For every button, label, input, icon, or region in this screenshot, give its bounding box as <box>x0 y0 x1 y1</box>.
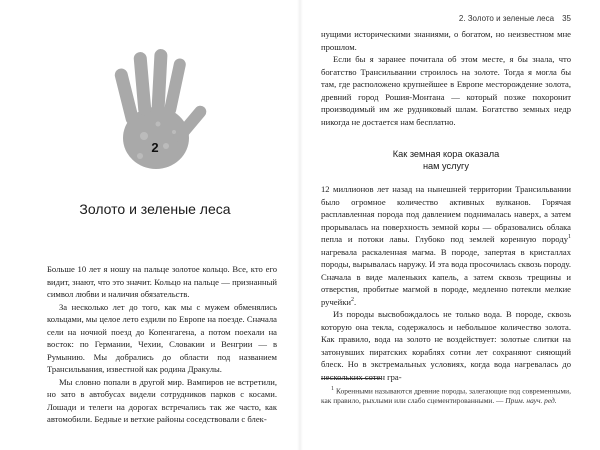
section-heading-line: нам услугу <box>422 161 470 171</box>
footnote-divider <box>321 378 381 379</box>
running-head <box>321 14 571 23</box>
paragraph: Больше 10 лет я ношу на пальце золотое кольцо. Все, кто его видит, знают, что это значит. Кольцо на пальце — признанный символ любви и наличия обязательств. <box>47 264 277 299</box>
running-head-title: 2. Золото и зеленые леса <box>458 14 555 23</box>
paragraph: нущими историческими знаниями, о богатом, но неизвестном мне прошлом. <box>321 29 571 52</box>
section-heading <box>321 148 571 172</box>
footnote-text: Коренными называются древние породы, залегающие под современными, как правило, рыхлыми или слабо сцементированными. — <box>321 386 571 406</box>
footnote-reference[interactable]: 1 <box>568 234 571 241</box>
page-number: 35 <box>562 14 571 23</box>
footnote-source: Прим. науч. ред. <box>505 396 557 406</box>
paragraph-text: нагревала раскаленная магма. В породе, запертая в кристаллах породы, вырывалась наружу. И эта вода просочилась сквозь породу. Сначала в виде маленьких капель, а затем сквозь трещины и отверстия, пробитые магмой в породе, медленно потекли мелкие ручейки <box>321 246 571 307</box>
section-heading-line: Как земная кора оказала <box>392 149 500 159</box>
paragraph: 12 миллионов лет назад на нынешней территории Трансильвании было огромное количество активных вулканов. Горячая расплавленная порода под давлением поднималась наверх, а затем прорывалась на поверхность земной коры — образовались облака пепла и потоки лавы. Глубоко под землей коренную породу$^1$ нагревала раскаленная магма. В породе, запертая в кристаллах породы, вырывалась наружу. И эта вода просочилась сквозь породу. Сначала в виде маленьких капель, а затем сквозь трещины и отверстия, пробитые магмой в породе, медленно потекли мелкие ручейки$^2$. <box>321 184 571 307</box>
right-body-text <box>321 183 571 383</box>
chapter-number: 2 <box>151 140 159 155</box>
footnote-mark: 1 <box>331 386 334 392</box>
right-body-text-top <box>321 28 571 128</box>
left-body-text <box>47 263 277 426</box>
paragraph: За несколько лет до того, как мы с мужем обменялись кольцами, мы целое лето ездили по Европе на поезде. Сначала сели на ночной поезд до Копенгагена, а потом поехали на восток: по Германии, Чехии, Словакии и Венгрии — в Румынию. Мы добрались до области под названием Трансильвания, известной как родина Дракулы. <box>47 301 277 374</box>
paragraph-text: 12 миллионов лет назад на нынешней территории Трансильвании было огромное количество активных вулканов. Горячая расплавленная порода под давлением поднималась наверх, а затем прорывалась на поверхность земной коры — образовались облака пепла и потоки лавы. Глубоко под землей коренную породу <box>321 184 571 244</box>
footnote-reference[interactable]: 2 <box>351 296 354 303</box>
paragraph: Если бы я заранее почитала об этом месте, я бы знала, что богатство Трансильвании строилось на золоте. Тогда я могла бы там, где расположено крупнейшее в Европе месторождение золота, древний город Рошия-Монтана — который позже похоронит производимый им же рудниковый шлам. Богатство земных недр никогда не достается нам бесплатно. <box>321 54 571 127</box>
chapter-title: Золото и зеленые леса <box>79 201 231 217</box>
paragraph: Из породы высвобождалось не только вода. В породе, сквозь которую она текла, содержалось и небольшое количество золота. Как правило, вода на золото не воздействует: золотые слитки на затонувших пиратских кораблях сотни лет сохраняют сияющий блеск. Но в экстремальных условиях, когда вода нагревалась до нескольких сотен гра- <box>321 309 571 382</box>
paragraph: Мы словно попали в другой мир. Вампиров не встретили, но зато в автобусах видели сотрудников парков с косами. Лошади и телеги на дорогах встречались так же часто, как автомобили. Бедные и ветхие районы соседствовали с блек- <box>47 376 277 424</box>
footnote <box>321 384 571 406</box>
